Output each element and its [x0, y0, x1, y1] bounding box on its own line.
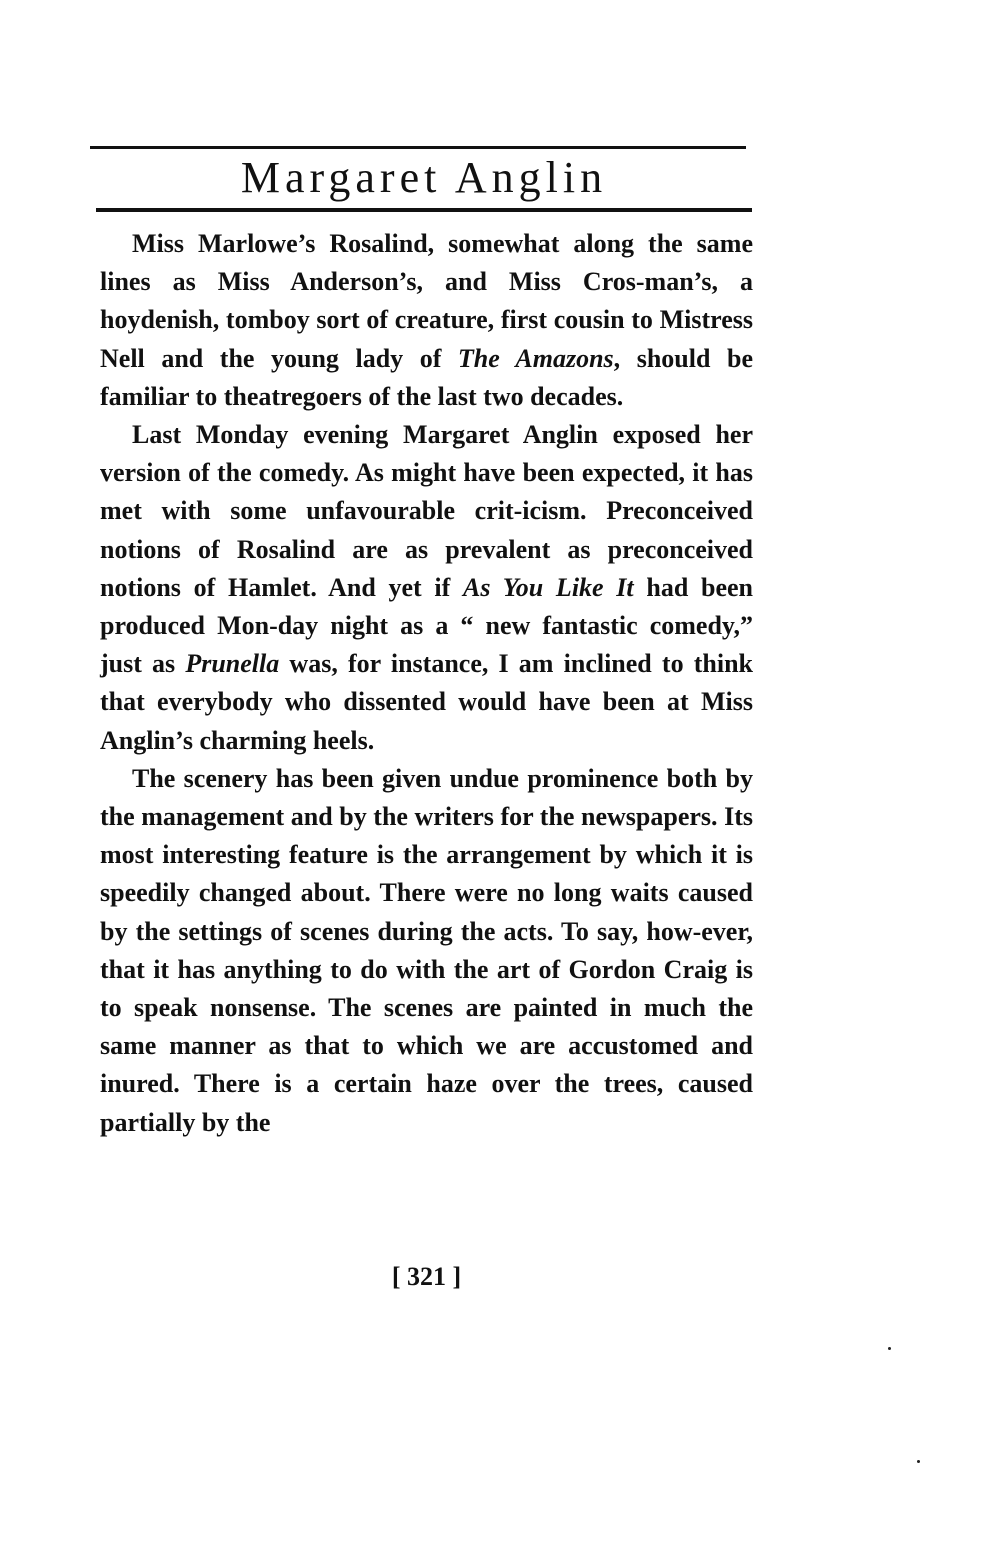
paragraph-text: Miss Marlowe’s Rosalind, somewhat along the same lines as Miss Anderson’s, and Miss Cros-man’s, a hoydenish, tomboy sort of creature, first cousin to Mistress Nell and the young lady of [100, 229, 753, 373]
print-speck [917, 1460, 920, 1463]
paragraph-text: , should be familiar to theatregoers of the last two decades. [100, 343, 753, 411]
header-rule-top [90, 146, 746, 149]
running-header-title: Margaret Anglin [240, 153, 608, 202]
paragraph [100, 225, 753, 416]
body-text [100, 225, 753, 1142]
italic-title: The Amazons [457, 343, 614, 373]
page-number: [ 321 ] [391, 1262, 462, 1291]
header-rule-bottom [96, 208, 752, 212]
paragraph-text: had been produced Mon-day night as a “ new fantastic comedy,” just as [100, 572, 753, 679]
italic-title: Prunella [185, 649, 280, 679]
italic-title: As You Like It [463, 572, 634, 602]
paragraph-text: The scenery has been given undue prominence both by the management and by the writers for the newspapers. Its most interesting feature is the arrangement by which it is speedily changed about. There were no long waits caused by the settings of scenes during the acts. To say, how-ever, that it has anything to do with the art of Gordon Craig is to speak nonsense. The scenes are painted in much the same manner as that to which we are accustomed and inured. There is a certain haze over the trees, caused partially by the [100, 763, 753, 1137]
paragraph-text: Last Monday evening Margaret Anglin exposed her version of the comedy. As might have been expected, it has met with some unfavourable crit-icism. Preconceived notions of Rosalind are as prevalent as preconceived notions of Hamlet. And yet if [100, 420, 753, 602]
paragraph-text: was, for instance, I am inclined to think that everybody who dissented would have been at Miss Anglin’s charming heels. [100, 649, 754, 755]
paragraph [100, 760, 753, 1142]
paragraph [100, 416, 753, 760]
print-speck [888, 1347, 891, 1350]
